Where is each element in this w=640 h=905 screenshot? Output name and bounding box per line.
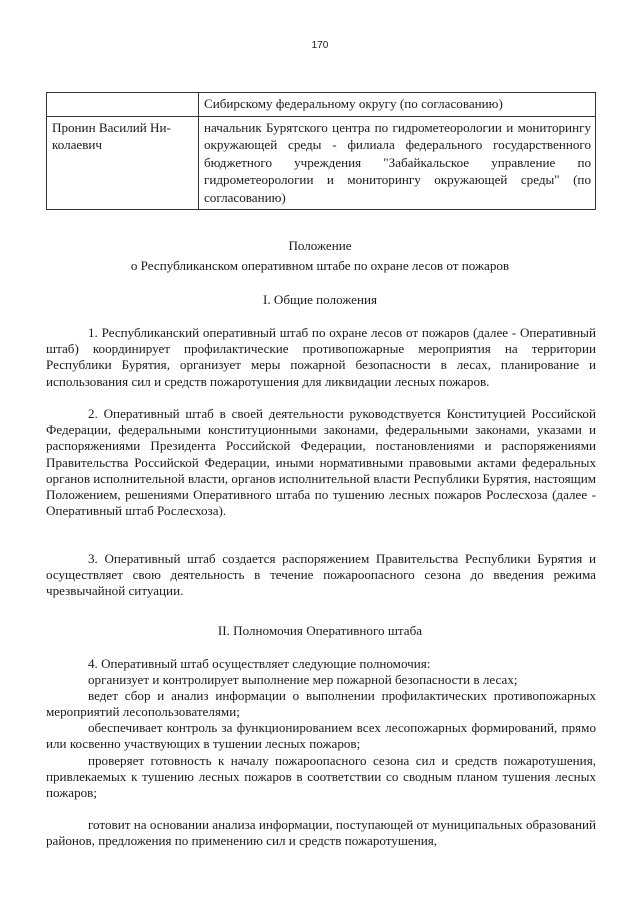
paragraph: готовит на основании анализа информации, поступающей от муниципальных образований районов, предложения по применению сил и средств пожаротушения, xyxy=(46,817,596,849)
page-number: 170 xyxy=(311,40,329,51)
member-name-cell: Пронин Василий Николаевич xyxy=(47,116,199,210)
members-table xyxy=(46,92,596,210)
section-heading: I. Общие положения xyxy=(262,292,378,307)
paragraph: организует и контролирует выполнение мер пожарной безопасности в лесах; xyxy=(88,672,518,687)
paragraph: проверяет готовность к началу пожароопасного сезона сил и средств пожаротушения, привлекаемых к тушению лесных пожаров в соответствии со сводным планом тушения лесных пожаров; xyxy=(46,753,596,801)
paragraph: 4. Оперативный штаб осуществляет следующие полномочия: xyxy=(88,656,431,671)
table-row xyxy=(47,93,596,117)
paragraph: 2. Оперативный штаб в своей деятельности руководствуется Конституцией Российской Федерации, федеральными конституционными законами, федеральными законами, указами и распоряжениями Президента Российской Федерации, постановлениями и распоряжениями Правительства Российской Федерации, иными нормативными правовыми актами федеральных органов исполнительной власти, органов исполнительной власти Республики Бурятия, настоящим Положением, решениями Оперативного штаба по тушению лесных пожаров Рослесхоза (далее - Оперативный штаб Рослесхоза). xyxy=(46,406,596,519)
member-role-cell: Сибирскому федеральному округу (по согласованию) xyxy=(199,93,596,117)
table-row xyxy=(47,116,596,210)
paragraph: 3. Оперативный штаб создается распоряжением Правительства Республики Бурятия и осуществляет свою деятельность в течение пожароопасного сезона до введения режима чрезвычайной ситуации. xyxy=(46,551,596,599)
paragraph: ведет сбор и анализ информации о выполнении профилактических противопожарных мероприятий лесопользователями; xyxy=(46,688,596,720)
document-title: Положение xyxy=(288,238,352,253)
paragraph: обеспечивает контроль за функционированием всех лесопожарных формирований, прямо или косвенно участвующих в тушении лесных пожаров; xyxy=(46,720,596,752)
section-heading: II. Полномочия Оперативного штаба xyxy=(217,623,423,638)
paragraph: 1. Республиканский оперативный штаб по охране лесов от пожаров (далее - Оперативный штаб) координирует профилактические противопожарные мероприятия на территории Республики Бурятия, организует меры пожарной безопасности в лесах, планирование и использования сил и средств пожаротушения для ликвидации лесных пожаров. xyxy=(46,325,596,389)
member-role-cell: начальник Бурятского центра по гидрометеорологии и мониторингу окружающей среды - филиала федерального государственного бюджетного учреждения "Забайкальское управление по гидрометеорологии и мониторингу окружающей среды" (по согласованию) xyxy=(199,116,596,210)
document-subtitle: о Республиканском оперативном штабе по охране лесов от пожаров xyxy=(130,258,510,273)
member-name-cell xyxy=(47,93,199,117)
